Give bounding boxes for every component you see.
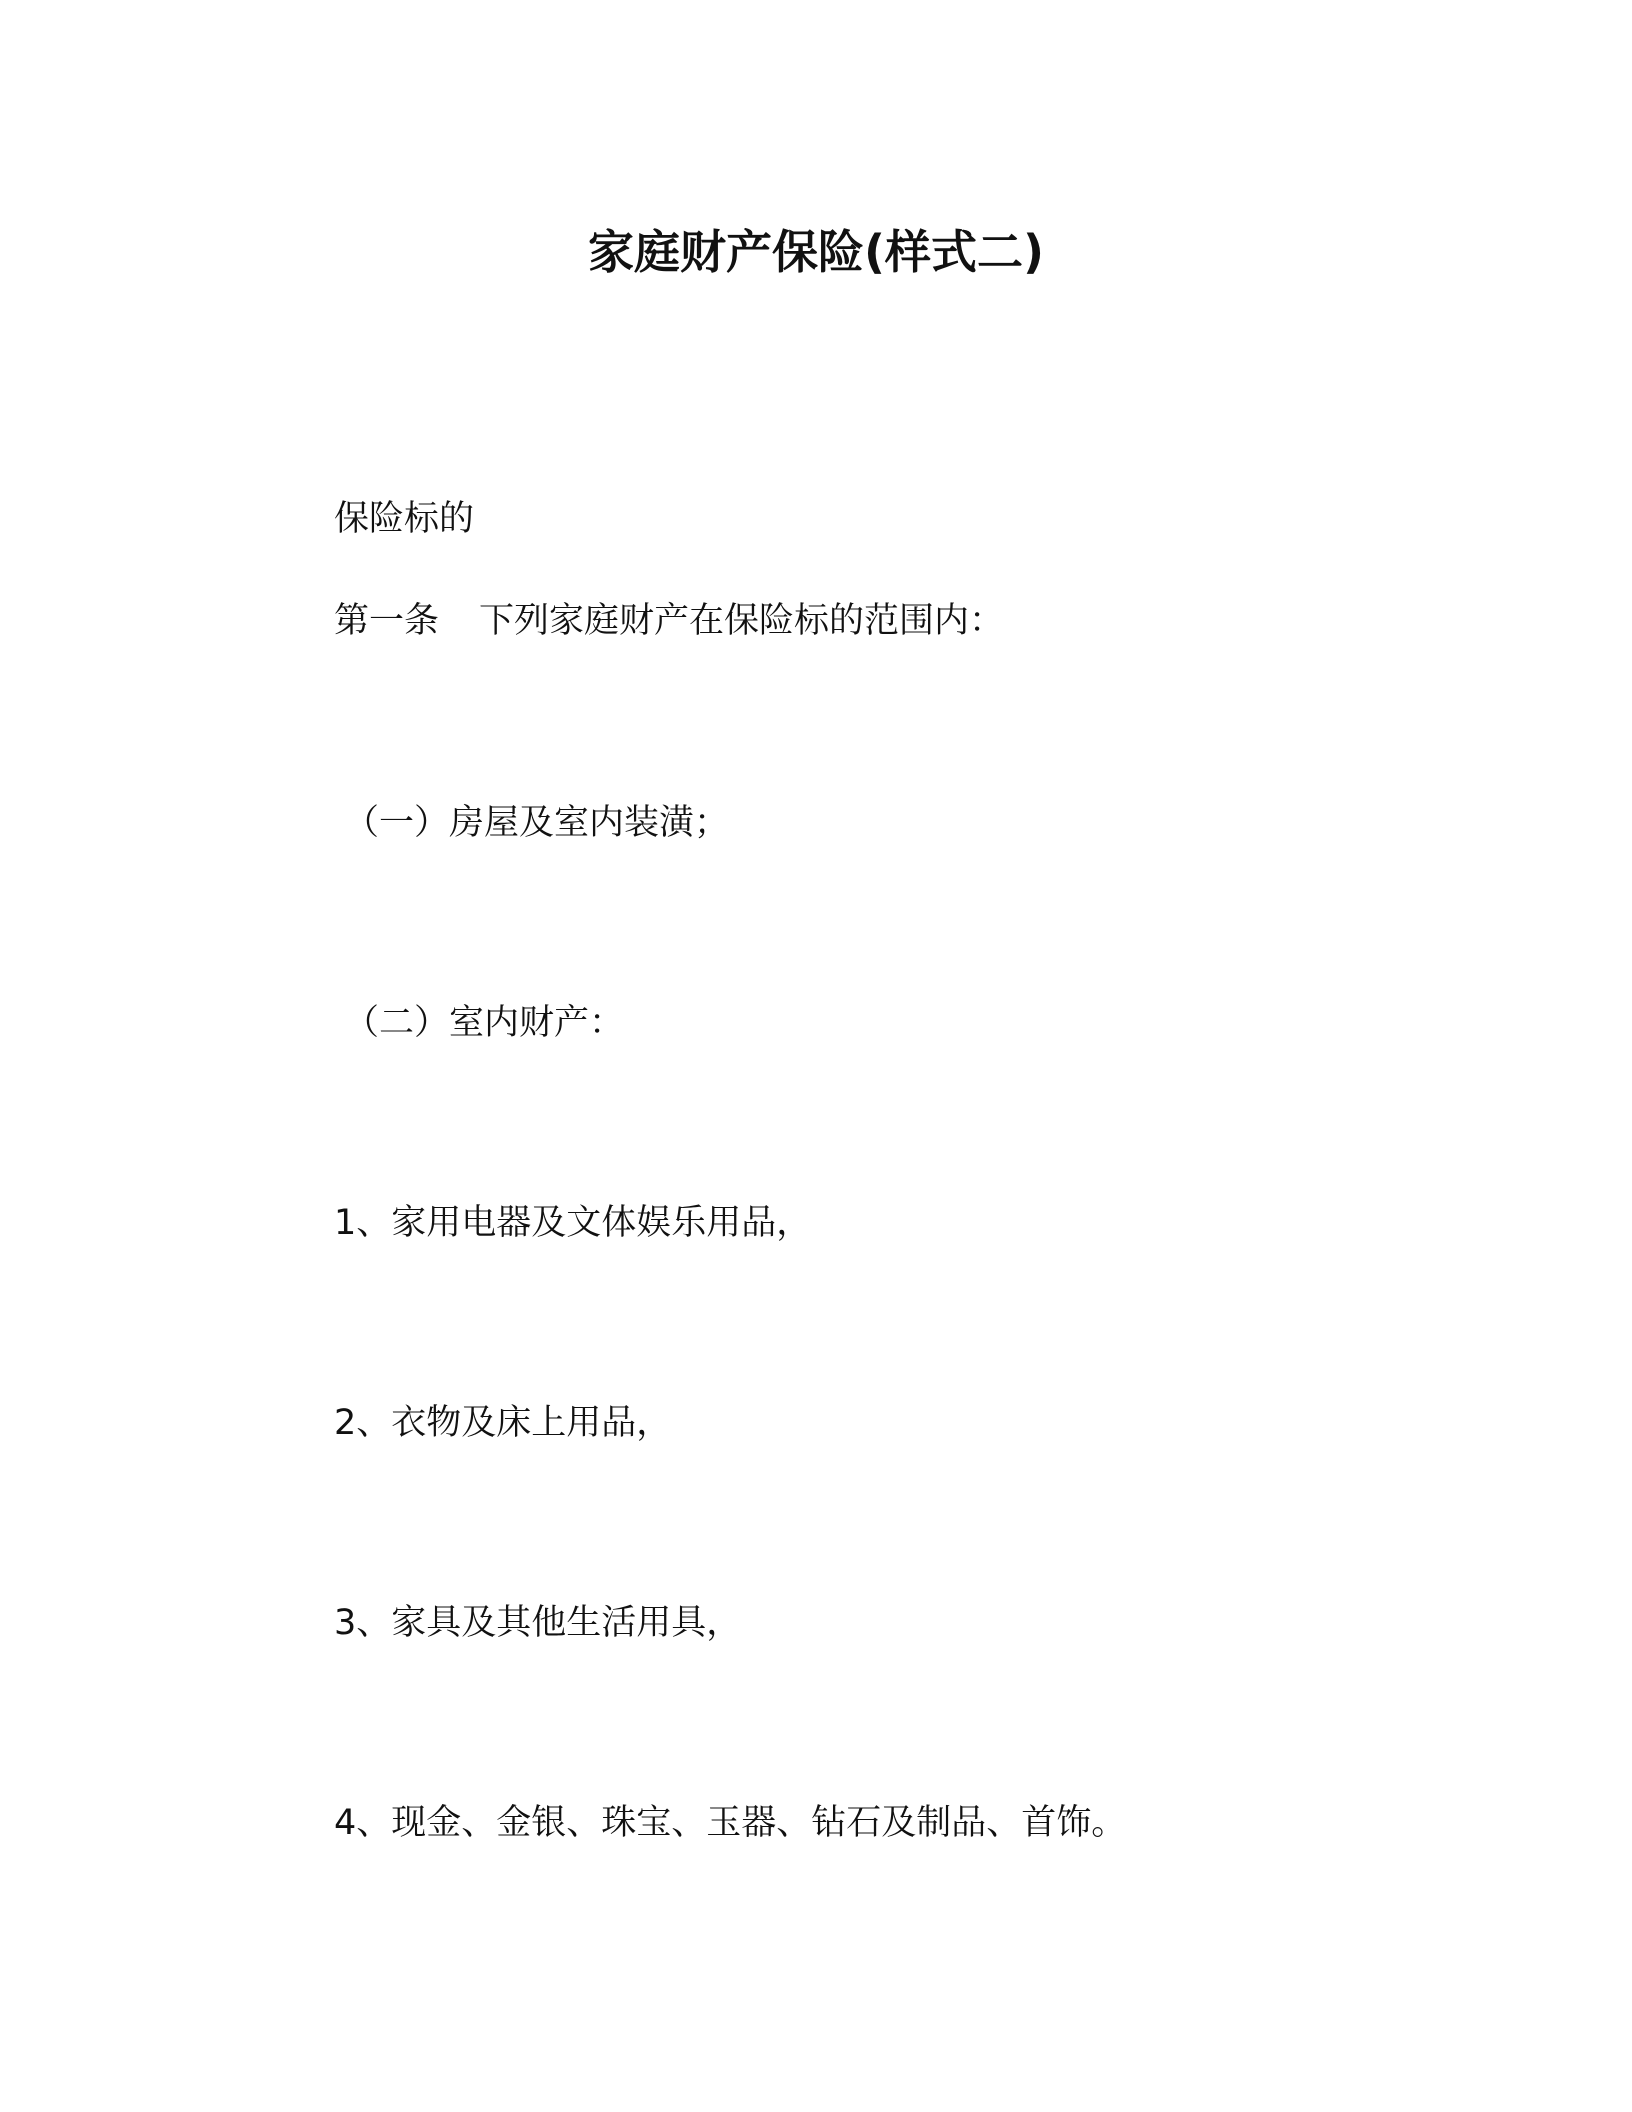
- list-item: （一）房屋及室内装潢；: [344, 803, 730, 843]
- article-line: [334, 598, 1004, 644]
- document-title: 家庭财产保险(样式二): [587, 225, 1045, 279]
- sub-list-item: 3、家具及其他生活用具，: [334, 1603, 742, 1643]
- sub-list-item: 1、家用电器及文体娱乐用品，: [334, 1203, 812, 1243]
- article-label: 第一条: [334, 601, 440, 641]
- sub-list-item: 4、现金、金银、珠宝、玉器、钻石及制品、首饰。: [334, 1803, 1127, 1843]
- article-text: 下列家庭财产在保险标的范围内：: [479, 601, 1005, 641]
- section-heading: 保险标的: [334, 499, 475, 539]
- list-item: （二）室内财产：: [344, 1003, 625, 1043]
- sub-list-item: 2、衣物及床上用品，: [334, 1403, 672, 1443]
